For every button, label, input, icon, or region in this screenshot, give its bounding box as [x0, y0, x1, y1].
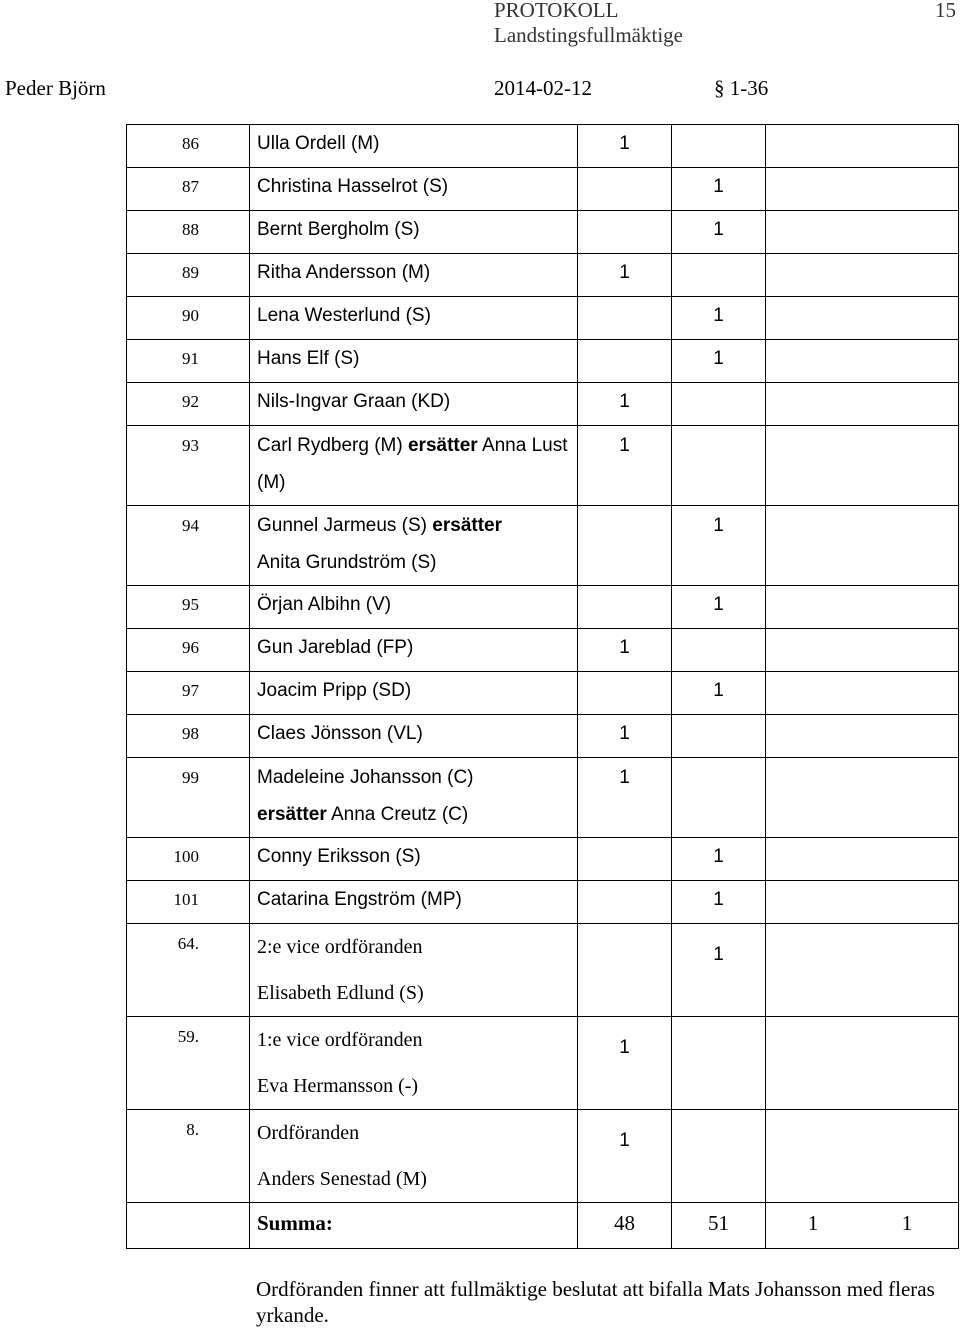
- vote-cell: [672, 383, 766, 426]
- vote-cell: [766, 254, 959, 297]
- vote-cell-text: 1: [619, 133, 630, 154]
- vote-cell-text: 1: [619, 262, 630, 283]
- member-number: [127, 838, 250, 881]
- vote-cell: [578, 672, 672, 715]
- substituted-member: Anita Grundström (S): [257, 552, 437, 573]
- table-row: [127, 297, 959, 340]
- member-name: [250, 426, 578, 506]
- vote-cell-text: 1: [713, 219, 724, 240]
- summa-value-text: 51: [708, 1211, 729, 1235]
- vote-cell: [578, 426, 672, 506]
- vote-cell: [672, 506, 766, 586]
- vote-cell: [672, 586, 766, 629]
- officer-name: [250, 924, 578, 1017]
- vote-cell: [766, 426, 959, 506]
- summa-value: 1: [901, 1211, 913, 1235]
- member-name-text: Gunnel Jarmeus (S): [257, 515, 428, 536]
- vote-table: [126, 124, 959, 1249]
- vote-cell: [578, 254, 672, 297]
- substitute-keyword: ersätter: [257, 804, 327, 825]
- vote-cell: [578, 924, 672, 1017]
- vote-cell: [578, 168, 672, 211]
- table-row: [127, 1110, 959, 1203]
- member-name: [250, 838, 578, 881]
- member-name: [250, 168, 578, 211]
- table-row: [127, 506, 959, 586]
- officer-person: Anders Senestad (M): [257, 1168, 427, 1190]
- paragraph-range: § 1-36: [714, 76, 769, 100]
- summa-value: [672, 1203, 766, 1249]
- vote-cell-text: 1: [713, 305, 724, 326]
- summa-label-text: Summa:: [257, 1211, 333, 1235]
- member-number-text: 86: [182, 134, 199, 153]
- member-number: [127, 383, 250, 426]
- member-name-text: Christina Hasselrot (S): [257, 176, 449, 197]
- vote-cell: [672, 924, 766, 1017]
- summa-value-group: [766, 1203, 959, 1249]
- member-number: [127, 672, 250, 715]
- officer-number-text: 64.: [177, 934, 199, 953]
- vote-table-body: [127, 125, 959, 1249]
- member-number-text: 97: [182, 681, 199, 700]
- vote-cell: [766, 383, 959, 426]
- vote-cell: [672, 838, 766, 881]
- member-name: [250, 340, 578, 383]
- vote-cell-text: 1: [713, 846, 724, 867]
- vote-cell: [578, 715, 672, 758]
- vote-cell: [672, 629, 766, 672]
- member-number: [127, 426, 250, 506]
- member-name-text: Bernt Bergholm (S): [257, 219, 420, 240]
- document-subtitle: Landstingsfullmäktige: [494, 23, 683, 47]
- member-name-text: Carl Rydberg (M): [257, 435, 403, 456]
- member-number: [127, 254, 250, 297]
- vote-cell: [672, 297, 766, 340]
- member-name-text: Ulla Ordell (M): [257, 133, 380, 154]
- table-row: [127, 211, 959, 254]
- member-name-text: Joacim Pripp (SD): [257, 680, 412, 701]
- vote-cell: [672, 340, 766, 383]
- officer-number: [127, 924, 250, 1017]
- vote-cell-text: 1: [713, 944, 724, 965]
- member-number: [127, 586, 250, 629]
- vote-cell: [578, 506, 672, 586]
- vote-cell-text: 1: [619, 435, 630, 456]
- vote-cell: [766, 881, 959, 924]
- member-name: [250, 715, 578, 758]
- vote-cell: [672, 254, 766, 297]
- vote-cell: [766, 506, 959, 586]
- table-row: [127, 125, 959, 168]
- officer-role: 1:e vice ordföranden: [257, 1029, 423, 1051]
- member-number: [127, 758, 250, 838]
- member-name-text: Claes Jönsson (VL): [257, 723, 423, 744]
- member-name: [250, 881, 578, 924]
- vote-cell-text: 1: [713, 889, 724, 910]
- vote-cell: [578, 211, 672, 254]
- member-number-text: 90: [182, 306, 199, 325]
- meeting-date: 2014-02-12: [494, 76, 592, 100]
- vote-cell: [578, 340, 672, 383]
- vote-cell: [672, 1017, 766, 1110]
- member-number: [127, 629, 250, 672]
- member-number: [127, 715, 250, 758]
- member-number-text: 95: [182, 595, 199, 614]
- vote-cell-text: 1: [619, 637, 630, 658]
- substitute-keyword: ersätter: [432, 515, 503, 536]
- decision-text: Ordföranden finner att fullmäktige beslutat att bifalla Mats Johansson med fleras yrkande.: [256, 1277, 935, 1327]
- table-row: [127, 1017, 959, 1110]
- member-number-text: 101: [173, 890, 199, 909]
- member-number-text: 87: [182, 177, 199, 196]
- officer-number-text: 59.: [177, 1027, 199, 1046]
- vote-cell: [672, 211, 766, 254]
- member-number: [127, 211, 250, 254]
- officer-number-text: 8.: [186, 1120, 199, 1139]
- vote-cell: [578, 1110, 672, 1203]
- member-name: [250, 672, 578, 715]
- member-name: [250, 383, 578, 426]
- member-name: [250, 758, 578, 838]
- member-number-text: 88: [182, 220, 199, 239]
- vote-cell-text: 1: [619, 723, 630, 744]
- table-row: [127, 672, 959, 715]
- summa-row: [127, 1203, 959, 1249]
- member-number-text: 96: [182, 638, 199, 657]
- member-number: [127, 168, 250, 211]
- vote-cell: [766, 1017, 959, 1110]
- vote-cell: [672, 881, 766, 924]
- table-row: [127, 383, 959, 426]
- member-number: [127, 340, 250, 383]
- member-number: [127, 125, 250, 168]
- table-row: [127, 426, 959, 506]
- member-number: [127, 881, 250, 924]
- vote-cell: [766, 838, 959, 881]
- member-name: [250, 506, 578, 586]
- vote-cell: [766, 758, 959, 838]
- member-name: [250, 629, 578, 672]
- vote-cell: [578, 838, 672, 881]
- vote-cell: [672, 168, 766, 211]
- member-name-text: Catarina Engström (MP): [257, 889, 462, 910]
- member-number-text: 92: [182, 392, 199, 411]
- vote-cell: [578, 881, 672, 924]
- officer-person: Eva Hermansson (-): [257, 1075, 419, 1097]
- summa-value: [578, 1203, 672, 1249]
- table-row: [127, 715, 959, 758]
- table-row: [127, 924, 959, 1017]
- vote-cell-text: 1: [619, 1130, 630, 1151]
- member-name-text: Hans Elf (S): [257, 348, 360, 369]
- member-name: [250, 211, 578, 254]
- member-name-text: Ritha Andersson (M): [257, 262, 431, 283]
- vote-cell: [766, 629, 959, 672]
- member-number-text: 99: [182, 768, 199, 787]
- member-number: [127, 297, 250, 340]
- vote-cell: [766, 340, 959, 383]
- officer-name: [250, 1110, 578, 1203]
- vote-cell: [672, 426, 766, 506]
- vote-cell: [578, 297, 672, 340]
- vote-cell: [578, 758, 672, 838]
- vote-cell: [578, 586, 672, 629]
- vote-cell: [672, 672, 766, 715]
- vote-cell: [672, 125, 766, 168]
- vote-cell: [578, 383, 672, 426]
- member-number-text: 98: [182, 724, 199, 743]
- member-name-text: Conny Eriksson (S): [257, 846, 421, 867]
- vote-cell-text: 1: [713, 348, 724, 369]
- member-name: [250, 254, 578, 297]
- substitute-keyword: ersätter: [407, 435, 478, 456]
- vote-cell: [578, 125, 672, 168]
- vote-cell: [578, 629, 672, 672]
- page-number: 15: [935, 0, 956, 22]
- summa-value-text: 48: [614, 1211, 635, 1235]
- table-row: [127, 758, 959, 838]
- member-number-text: 89: [182, 263, 199, 282]
- vote-cell-text: 1: [713, 176, 724, 197]
- vote-cell: [766, 1110, 959, 1203]
- vote-cell: [766, 715, 959, 758]
- table-row: [127, 254, 959, 297]
- summa-empty: [127, 1203, 250, 1249]
- vote-cell-text: 1: [619, 1037, 630, 1058]
- table-row: [127, 838, 959, 881]
- table-row: [127, 881, 959, 924]
- vote-cell: [672, 715, 766, 758]
- officer-name: [250, 1017, 578, 1110]
- vote-cell: [766, 168, 959, 211]
- member-number-text: 94: [182, 516, 199, 535]
- member-name: [250, 297, 578, 340]
- member-number-text: 100: [173, 847, 199, 866]
- vote-cell-text: 1: [713, 515, 724, 536]
- substituted-member: Anna Lust (M): [257, 435, 568, 493]
- vote-cell: [672, 758, 766, 838]
- member-name-text: Gun Jareblad (FP): [257, 637, 414, 658]
- member-name: [250, 586, 578, 629]
- document-type: PROTOKOLL: [494, 0, 619, 22]
- vote-cell-text: 1: [619, 391, 630, 412]
- author-name: Peder Björn: [5, 76, 106, 100]
- officer-number: [127, 1110, 250, 1203]
- table-row: [127, 168, 959, 211]
- vote-cell: [766, 125, 959, 168]
- member-name-text: Madeleine Johansson (C): [257, 767, 474, 788]
- member-name-text: Örjan Albihn (V): [257, 594, 392, 615]
- table-row: [127, 340, 959, 383]
- summa-value: 1: [807, 1211, 819, 1235]
- vote-cell: [766, 924, 959, 1017]
- member-number-text: 93: [182, 436, 199, 455]
- member-name: [250, 125, 578, 168]
- member-name-text: Lena Westerlund (S): [257, 305, 431, 326]
- vote-cell: [766, 586, 959, 629]
- table-row: [127, 629, 959, 672]
- summa-label: [250, 1203, 578, 1249]
- member-number: [127, 506, 250, 586]
- table-row: [127, 586, 959, 629]
- member-number-text: 91: [182, 349, 199, 368]
- substituted-member: Anna Creutz (C): [330, 804, 469, 825]
- vote-cell-text: 1: [713, 594, 724, 615]
- vote-cell-text: 1: [713, 680, 724, 701]
- vote-cell: [766, 211, 959, 254]
- vote-cell: [766, 672, 959, 715]
- officer-number: [127, 1017, 250, 1110]
- officer-role: Ordföranden: [257, 1122, 360, 1144]
- vote-cell: [578, 1017, 672, 1110]
- member-name-text: Nils-Ingvar Graan (KD): [257, 391, 451, 412]
- officer-person: Elisabeth Edlund (S): [257, 982, 424, 1004]
- officer-role: 2:e vice ordföranden: [257, 936, 423, 958]
- vote-cell: [672, 1110, 766, 1203]
- vote-cell: [766, 297, 959, 340]
- vote-cell-text: 1: [619, 767, 630, 788]
